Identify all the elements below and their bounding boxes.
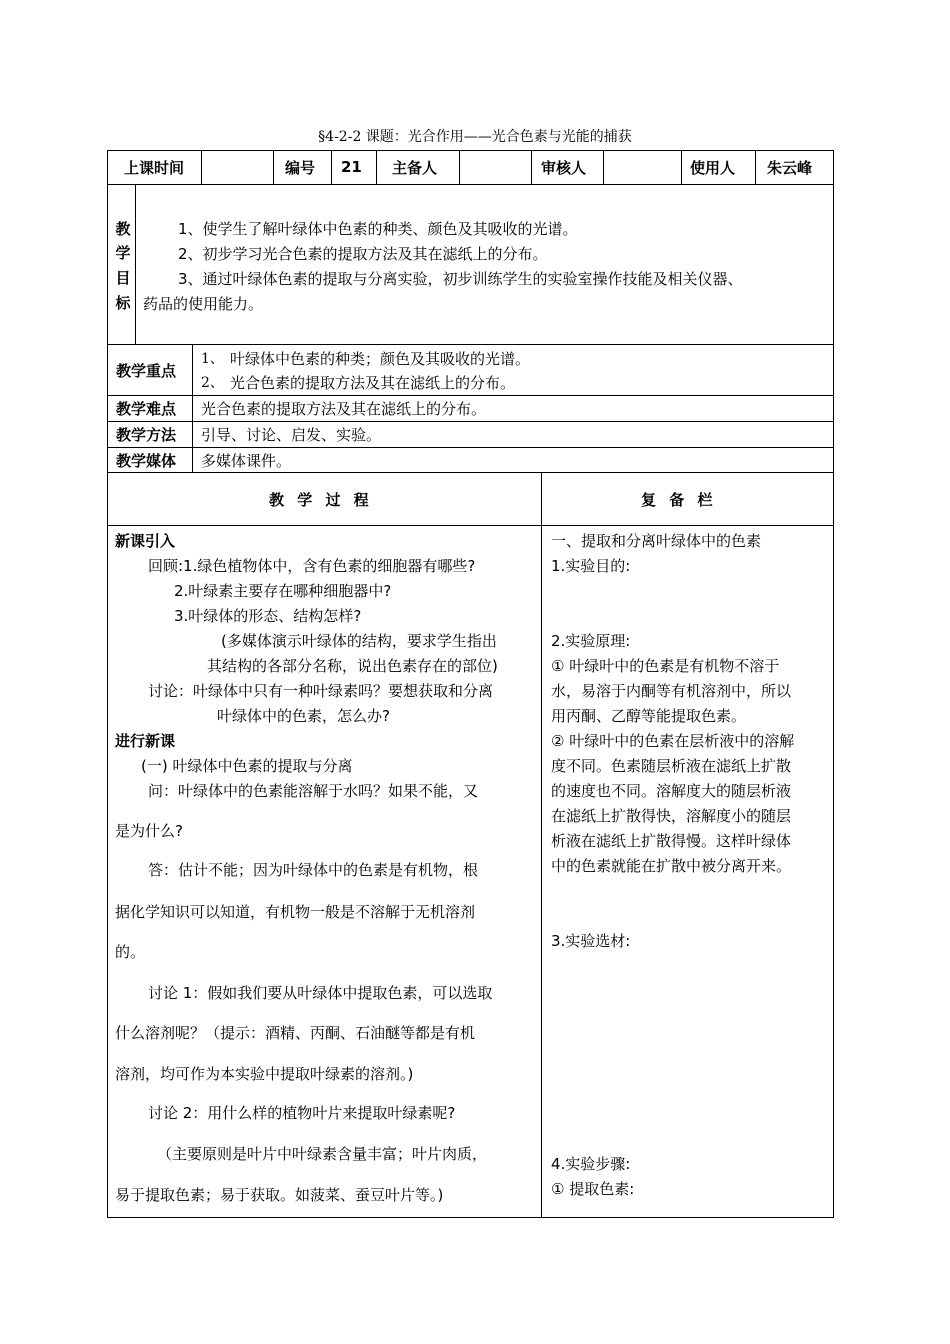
goal-line-3: 3、通过叶绿体色素的提取与分离实验，初步训练学生的实验室操作技能及相关仪器、 xyxy=(178,270,743,288)
review-header: 复 备 栏 xyxy=(641,491,713,509)
review-line-1: 一、提取和分离叶绿体中的色素 xyxy=(551,532,762,550)
process-line-16: 讨论 1：假如我们要从叶绿体中提取色素，可以选取 xyxy=(148,984,493,1002)
difficulty-text: 光合色素的提取方法及其在滤纸上的分布。 xyxy=(201,400,487,418)
review-line-5: 水，易溶于内酮等有机溶剂中，所以 xyxy=(551,682,792,700)
process-line-13: 答：估计不能；因为叶绿体中的色素是有机物，根 xyxy=(148,861,479,879)
review-line-4: ① 叶绿叶中的色素是有机物不溶于 xyxy=(551,657,780,675)
process-line-5: (多媒体演示叶绿体的结构，要求学生指出 xyxy=(221,632,497,650)
process-line-19: 讨论 2：用什么样的植物叶片来提取叶绿素呢? xyxy=(148,1104,456,1122)
review-line-14: 4.实验步骤: xyxy=(551,1155,631,1173)
process-line-21: 易于提取色素；易于获取。如菠菜、蚕豆叶片等。) xyxy=(115,1186,444,1204)
review-line-15: ① 提取色素: xyxy=(551,1180,635,1198)
process-line-1: 新课引入 xyxy=(115,532,176,550)
number-label: 编号 xyxy=(285,159,316,177)
focus-item-1-text: 叶绿体中色素的种类；颜色及其吸收的光谱。 xyxy=(230,350,531,368)
focus-item-2-num: 2、 xyxy=(201,375,224,391)
focus-item-2-text: 光合色素的提取方法及其在滤纸上的分布。 xyxy=(230,374,516,392)
process-line-9: 进行新课 xyxy=(115,732,176,750)
difficulty-label: 教学难点 xyxy=(116,400,177,418)
process-line-15: 的。 xyxy=(115,943,146,961)
process-line-4: 3.叶绿体的形态、结构怎样? xyxy=(174,607,362,625)
review-line-8: 度不同。色素随层析液在滤纸上扩散 xyxy=(551,757,792,775)
goals-label-4: 标 xyxy=(115,294,131,312)
process-line-8: 叶绿体中的色素，怎么办? xyxy=(217,707,390,725)
review-line-9: 的速度也不同。溶解度大的随层析液 xyxy=(551,782,792,800)
goals-label-1: 教 xyxy=(115,220,131,238)
process-line-20: （主要原则是叶片中叶绿素含量丰富；叶片肉质， xyxy=(157,1145,488,1163)
number-value: 21 xyxy=(341,158,362,176)
preparer-label: 主备人 xyxy=(392,159,438,177)
process-line-18: 溶剂，均可作为本实验中提取叶绿素的溶剂。) xyxy=(115,1065,414,1083)
user-label: 使用人 xyxy=(690,159,736,177)
goals-label-2: 学 xyxy=(115,244,131,262)
review-line-10: 在滤纸上扩散得快，溶解度小的随层 xyxy=(551,807,792,825)
goal-line-1: 1、使学生了解叶绿体中色素的种类、颜色及其吸收的光谱。 xyxy=(178,220,578,238)
goals-section xyxy=(107,184,834,345)
process-line-12: 是为什么? xyxy=(115,822,183,840)
process-line-11: 问：叶绿体中的色素能溶解于水吗？如果不能，又 xyxy=(148,782,479,800)
process-line-7: 讨论：叶绿体中只有一种叶绿素吗？要想获取和分离 xyxy=(148,682,494,700)
process-line-3: 2.叶绿素主要存在哪种细胞器中? xyxy=(174,582,392,600)
page-title: §4-2-2 课题：光合作用——光合色素与光能的捕获 xyxy=(318,129,632,145)
review-line-2: 1.实验目的: xyxy=(551,557,631,575)
review-line-6: 用丙酮、乙醇等能提取色素。 xyxy=(551,707,747,725)
media-label: 教学媒体 xyxy=(116,452,177,470)
media-text: 多媒体课件。 xyxy=(201,452,292,470)
reviewer-label: 审核人 xyxy=(541,159,587,177)
process-line-6: 其结构的各部分名称，说出色素存在的部位) xyxy=(207,657,498,675)
process-line-14: 据化学知识可以知道，有机物一般是不溶解于无机溶剂 xyxy=(115,903,476,921)
class-time-label: 上课时间 xyxy=(124,159,185,177)
process-line-10: (一) 叶绿体中色素的提取与分离 xyxy=(141,757,353,775)
method-label: 教学方法 xyxy=(116,426,177,444)
focus-item-1-num: 1、 xyxy=(201,351,224,367)
process-line-2: 回顾:1.绿色植物体中，含有色素的细胞器有哪些? xyxy=(148,557,476,575)
goal-line-4: 药品的使用能力。 xyxy=(143,295,264,313)
focus-label: 教学重点 xyxy=(116,362,177,380)
user-value: 朱云峰 xyxy=(767,159,813,177)
review-line-3: 2.实验原理: xyxy=(551,632,631,650)
review-line-12: 中的色素就能在扩散中被分离开来。 xyxy=(551,857,792,875)
goals-label-3: 目 xyxy=(115,269,131,287)
review-line-7: ② 叶绿叶中的色素在层析液中的溶解 xyxy=(551,732,795,750)
review-line-13: 3.实验选材: xyxy=(551,932,631,950)
review-line-11: 析液在滤纸上扩散得慢。这样叶绿体 xyxy=(551,832,792,850)
process-header: 教 学 过 程 xyxy=(269,491,369,509)
method-text: 引导、讨论、启发、实验。 xyxy=(201,426,382,444)
goal-line-2: 2、初步学习光合色素的提取方法及其在滤纸上的分布。 xyxy=(178,245,548,263)
process-line-17: 什么溶剂呢？（提示：酒精、丙酮、石油醚等都是有机 xyxy=(115,1024,476,1042)
